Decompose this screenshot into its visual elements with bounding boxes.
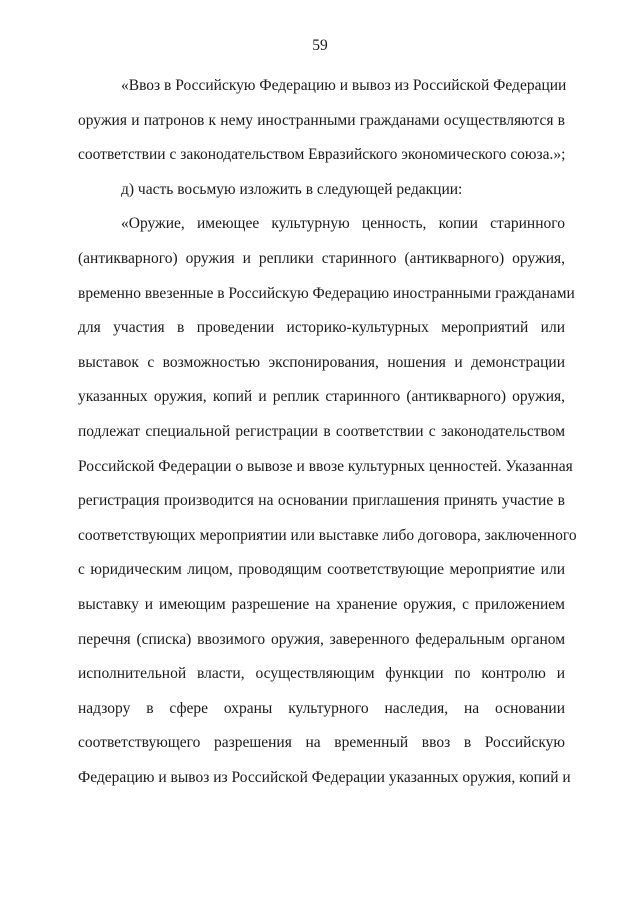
text-line: «Оружие, имеющее культурную ценность, копии старинного: [121, 215, 565, 233]
text-line: выставок с возможностью экспонирования, ношения и демонстрации: [78, 353, 565, 371]
text-line: для участия в проведении историко-культурных мероприятий или: [78, 319, 565, 337]
text-line: Федерацию и вывоз из Российской Федерации указанных оружия, копий и: [78, 768, 571, 786]
document-body: [78, 69, 577, 795]
text-line: соответствии с законодательством Евразийского экономического союза.»;: [78, 146, 566, 164]
text-line: д) часть восьмую изложить в следующей редакции:: [121, 180, 463, 198]
text-line: соответствующих мероприятии или выставке либо договора, заключенного: [78, 526, 577, 544]
text-line: соответствующего разрешения на временный ввоз в Российскую: [78, 734, 565, 752]
text-line: «Ввоз в Российскую Федерацию и вывоз из Российской Федерации: [121, 77, 567, 94]
text-line: перечня (списка) ввозимого оружия, заверенного федеральным органом: [78, 630, 565, 648]
text-line: надзору в сфере охраны культурного наследия, на основании: [78, 699, 565, 717]
text-line: выставку и имеющим разрешение на хранение оружия, с приложением: [78, 595, 565, 613]
text-line: временно ввезенные в Российскую Федерацию иностранными гражданами: [78, 284, 575, 302]
text-line: с юридическим лицом, проводящим соответствующие мероприятие или: [78, 561, 565, 579]
text-line: подлежат специальной регистрации в соответствии с законодательством: [78, 422, 565, 440]
text-line: (антикварного) оружия и реплики старинного (антикварного) оружия,: [78, 249, 565, 267]
text-line: исполнительной власти, осуществляющим функции по контролю и: [78, 665, 565, 683]
page-number: 59: [312, 37, 328, 54]
text-line: Российской Федерации о вывозе и ввозе культурных ценностей. Указанная: [78, 457, 573, 475]
text-line: регистрация производится на основании приглашения принять участие в: [78, 492, 565, 510]
text-line: указанных оружия, копий и реплик старинного (антикварного) оружия,: [78, 388, 565, 406]
text-line: оружия и патронов к нему иностранными гражданами осуществляются в: [78, 111, 565, 129]
